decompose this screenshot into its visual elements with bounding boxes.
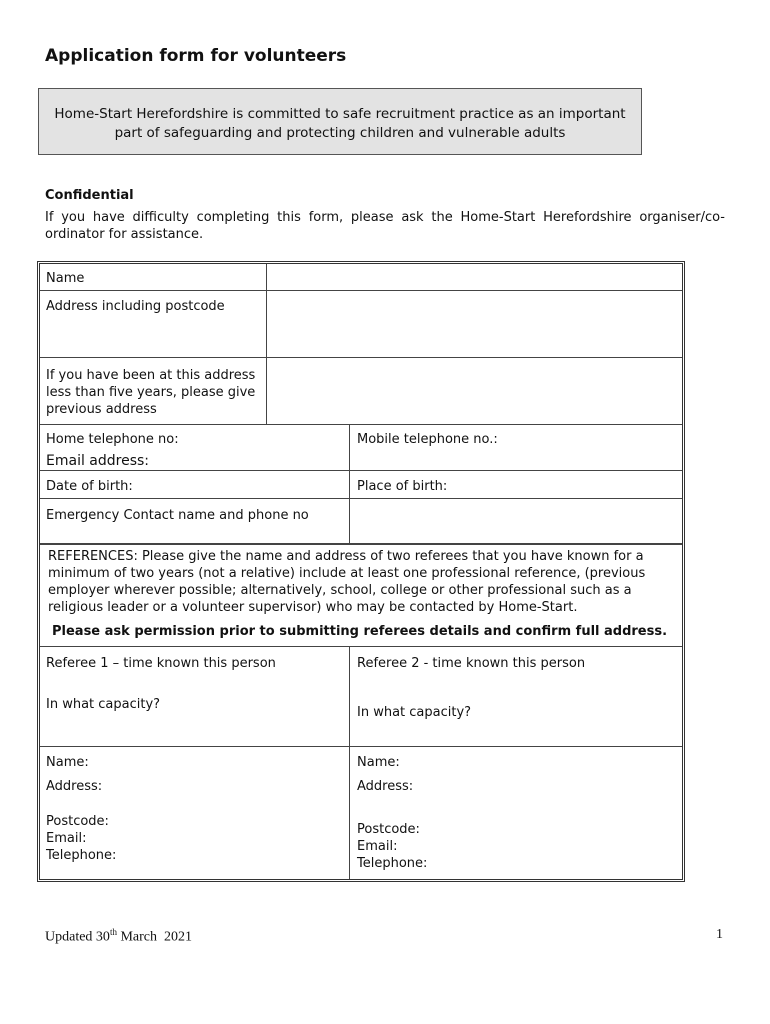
referee-2-time-label: Referee 2 - time known this person — [357, 656, 586, 671]
row-divider — [40, 290, 682, 291]
confidential-text: If you have difficulty completing this form, please ask the Home-Start Herefordshire organiser/co-ordinator for assistance. — [45, 210, 725, 242]
referee-2-capacity-label: In what capacity? — [357, 705, 472, 720]
mobile-telephone-label: Mobile telephone no.: — [357, 432, 498, 447]
column-divider — [349, 646, 350, 879]
row-divider — [40, 498, 682, 499]
date-of-birth-label: Date of birth: — [46, 479, 133, 494]
referee-1-telephone-label: Telephone: — [46, 848, 117, 863]
row-divider — [40, 470, 682, 471]
confidential-heading: Confidential — [45, 188, 134, 203]
referee-2-telephone-label: Telephone: — [357, 856, 428, 871]
row-divider — [40, 646, 682, 647]
emergency-contact-field[interactable] — [351, 500, 680, 542]
home-telephone-label: Home telephone no: — [46, 432, 179, 447]
references-permission-note: Please ask permission prior to submitting referees details and confirm full address. — [52, 624, 668, 639]
updated-date-prefix: Updated 30 — [45, 929, 110, 945]
name-label: Name — [46, 271, 85, 286]
referee-2-email-label: Email: — [357, 839, 398, 854]
row-divider — [40, 424, 682, 425]
referee-1-time-label: Referee 1 – time known this person — [46, 656, 276, 671]
referee-2-address-label: Address: — [357, 779, 414, 794]
referee-1-address-label: Address: — [46, 779, 103, 794]
address-label: Address including postcode — [46, 299, 225, 314]
referee-1-capacity-label: In what capacity? — [46, 697, 161, 712]
row-divider — [40, 746, 682, 747]
place-of-birth-label: Place of birth: — [357, 479, 448, 494]
emergency-contact-label: Emergency Contact name and phone no — [46, 508, 309, 523]
referee-2-postcode-label: Postcode: — [357, 822, 420, 837]
updated-date-suffix: March 2021 — [116, 929, 192, 945]
notice-line-1: Home-Start Herefordshire is committed to safe recruitment practice as an important — [54, 106, 626, 122]
row-divider — [40, 357, 682, 358]
notice-line-2: part of safeguarding and protecting children and vulnerable adults — [114, 125, 566, 141]
previous-address-label: If you have been at this address less than five years, please give previous address — [46, 368, 256, 417]
column-divider — [349, 424, 350, 544]
updated-date — [45, 927, 192, 946]
safeguarding-notice — [38, 88, 642, 155]
row-divider — [40, 543, 682, 545]
column-divider — [266, 264, 267, 424]
referee-1-name-label: Name: — [46, 755, 89, 770]
address-field[interactable] — [268, 292, 680, 356]
page-number: 1 — [716, 927, 723, 942]
referee-1-email-label: Email: — [46, 831, 87, 846]
name-field[interactable] — [268, 265, 680, 289]
application-form-table — [37, 261, 685, 882]
referee-1-postcode-label: Postcode: — [46, 814, 109, 829]
page-title: Application form for volunteers — [45, 46, 347, 66]
email-address-label: Email address: — [46, 453, 150, 469]
referee-2-name-label: Name: — [357, 755, 400, 770]
references-instructions: REFERENCES: Please give the name and address of two referees that you have known for a minimum of two years (not a relative) include at least one professional reference, (previous employer wherever possible; alternatively, school, college or other professional such as a religious leader or a volunteer supervisor) who may be contacted by Home-Start. — [48, 549, 646, 615]
updated-date-ordinal: th — [109, 927, 117, 937]
previous-address-field[interactable] — [268, 359, 680, 423]
